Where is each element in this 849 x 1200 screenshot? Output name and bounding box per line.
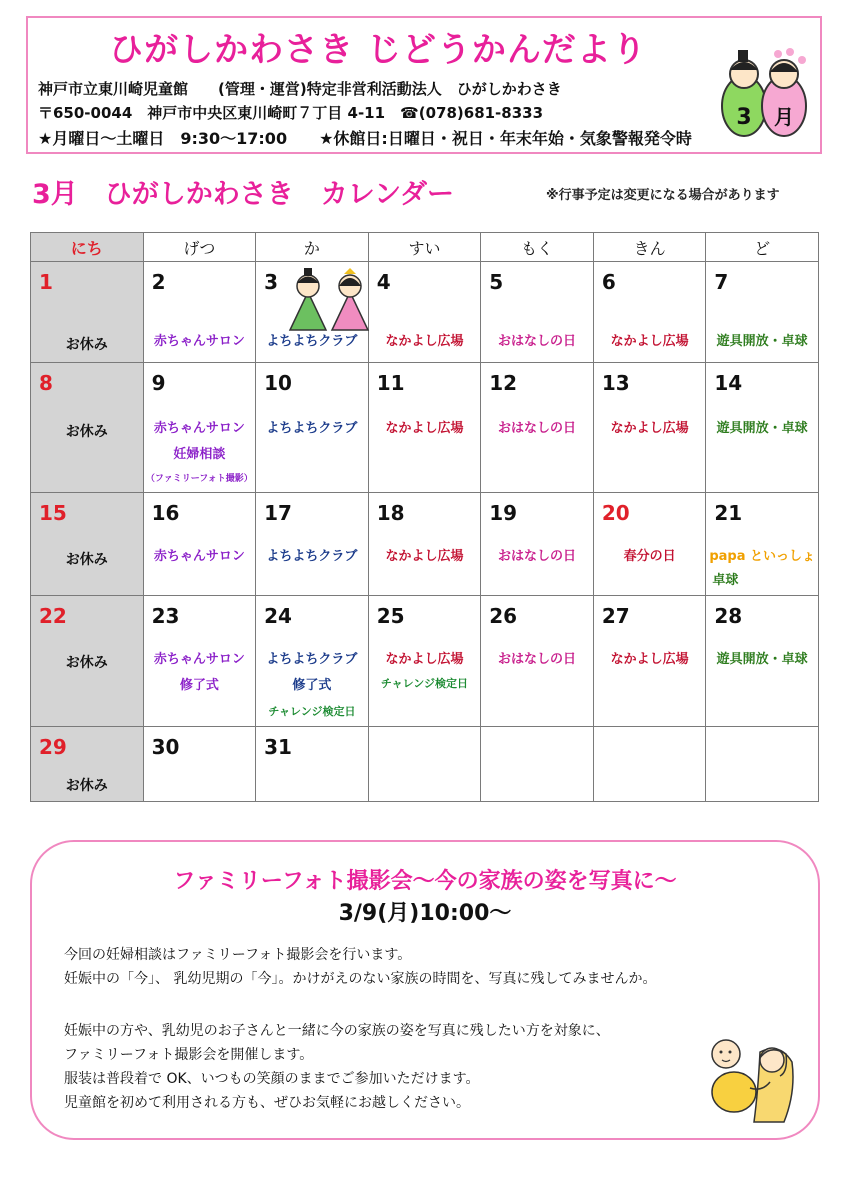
event-ohanashi: おはなしの日 — [498, 549, 577, 564]
newsletter-title: ひがしかわさき じどうかんだより — [109, 30, 647, 70]
day-cell — [706, 596, 819, 727]
weekday-sun: にち — [31, 233, 144, 262]
day-number: 2 — [151, 270, 166, 294]
event-yugu: 遊具開放・卓球 — [716, 334, 808, 349]
day-number: 20 — [601, 501, 630, 525]
info-datetime: 3/9(月)10:00～ — [338, 901, 512, 926]
day-cell — [256, 727, 369, 802]
day-cell-empty — [368, 727, 481, 802]
day-cell — [143, 262, 256, 363]
day-cell — [481, 493, 594, 596]
day-number: 26 — [489, 604, 518, 628]
day-cell — [256, 262, 369, 363]
day-number: 27 — [601, 604, 630, 628]
day-cell — [368, 363, 481, 493]
info-title: ファミリーフォト撮影会～今の家族の姿を写真に～ — [173, 869, 677, 894]
day-cell — [256, 596, 369, 727]
day-cell — [481, 262, 594, 363]
badge-unit: 月 — [774, 105, 794, 129]
event-yochiyochi: よちよちクラブ — [266, 334, 358, 349]
weekday-mon: げつ — [143, 233, 256, 262]
event-family-photo: （ファミリーフォト撮影） — [145, 474, 253, 484]
info-paragraph: 児童館を初めて利用される方も、ぜひお気軽にお越しください。 — [64, 1095, 470, 1111]
day-number: 7 — [714, 270, 729, 294]
day-number: 9 — [151, 371, 166, 395]
address-line: 〒650-0044 神戸市中央区東川崎町７丁目 4-11 ☎(078)681-8333 — [38, 104, 544, 122]
calendar-note: ※行事予定は変更になる場合があります — [546, 188, 780, 203]
closed-label: お休み — [65, 778, 108, 794]
event-baby-salon: 赤ちゃんサロン — [153, 549, 245, 564]
event-yugu: 遊具開放・卓球 — [716, 421, 808, 436]
event-yochiyochi: よちよちクラブ — [266, 652, 358, 667]
day-cell — [368, 262, 481, 363]
weekday-sat: ど — [706, 233, 819, 262]
day-cell — [31, 363, 144, 493]
family-photo-info-box — [30, 840, 820, 1140]
info-paragraph: 今回の妊婦相談はファミリーフォト撮影会を行います。 — [64, 947, 412, 963]
event-nakayoshi: なかよし広場 — [610, 421, 689, 436]
day-cell — [31, 262, 144, 363]
day-cell — [481, 596, 594, 727]
info-paragraph: 妊娠中の方や、乳幼児のお子さんと一緒に今の家族の姿を写真に残したい方を対象に、 — [64, 1023, 610, 1039]
closed-label: お休み — [65, 655, 108, 671]
day-number: 14 — [714, 371, 743, 395]
day-cell — [31, 596, 144, 727]
day-number: 13 — [601, 371, 630, 395]
day-number: 11 — [376, 371, 405, 395]
closed-label: お休み — [65, 337, 108, 353]
day-number: 22 — [39, 604, 67, 628]
event-ninpu: 妊婦相談 — [173, 447, 226, 462]
weekday-tue: か — [256, 233, 369, 262]
day-number: 21 — [714, 501, 743, 525]
event-challenge: チャレンジ検定日 — [268, 705, 356, 718]
closed-label: お休み — [65, 552, 108, 568]
day-cell — [368, 596, 481, 727]
day-cell — [143, 493, 256, 596]
day-cell — [593, 262, 706, 363]
event-baby-salon: 赤ちゃんサロン — [153, 652, 245, 667]
day-cell — [593, 596, 706, 727]
hina-doll-badge-icon — [718, 44, 810, 140]
event-nakayoshi: なかよし広場 — [385, 549, 464, 564]
hina-dolls-icon — [286, 266, 372, 332]
day-number: 18 — [376, 501, 405, 525]
event-baby-salon: 赤ちゃんサロン — [153, 421, 245, 436]
day-cell — [593, 363, 706, 493]
week-row — [31, 727, 819, 802]
day-number: 1 — [39, 270, 53, 294]
day-cell — [368, 493, 481, 596]
week-row — [31, 493, 819, 596]
event-baby-salon: 赤ちゃんサロン — [153, 334, 245, 349]
event-yugu: 遊具開放・卓球 — [716, 652, 808, 667]
day-number: 8 — [39, 371, 53, 395]
event-papa: papa といっしょ — [709, 549, 816, 564]
event-shuryo: 修了式 — [292, 678, 332, 693]
event-takkyu: 卓球 — [712, 573, 739, 588]
day-number: 16 — [151, 501, 180, 525]
day-cell — [143, 363, 256, 493]
day-cell-empty — [593, 727, 706, 802]
day-cell — [143, 596, 256, 727]
day-number: 31 — [264, 735, 292, 759]
event-ohanashi: おはなしの日 — [498, 652, 577, 667]
newsletter-header — [26, 16, 822, 154]
day-cell — [31, 493, 144, 596]
operator-line: 神戸市立東川崎児童館 (管理・運営)特定非営利活動法人 ひがしかわさき — [38, 80, 562, 98]
weekday-thu: もく — [481, 233, 594, 262]
day-number: 17 — [264, 501, 292, 525]
mother-and-baby-icon — [700, 1032, 804, 1124]
weekday-wed: すい — [368, 233, 481, 262]
week-row — [31, 596, 819, 727]
day-cell-empty — [481, 727, 594, 802]
calendar-title: 3月 ひがしかわさき カレンダー — [32, 179, 455, 210]
closed-label: お休み — [65, 424, 108, 440]
day-number: 4 — [376, 270, 391, 294]
event-challenge: チャレンジ検定日 — [380, 677, 469, 690]
day-cell-empty — [706, 727, 819, 802]
info-paragraph: 妊娠中の「今」、 乳幼児期の「今」。かけがえのない家族の時間を、写真に残してみませんか。 — [64, 971, 657, 987]
day-cell — [256, 493, 369, 596]
day-cell — [481, 363, 594, 493]
day-number: 30 — [151, 735, 180, 759]
week-row — [31, 262, 819, 363]
event-nakayoshi: なかよし広場 — [610, 652, 689, 667]
weekday-header-row — [31, 233, 819, 262]
day-number: 10 — [264, 371, 292, 395]
day-cell — [706, 262, 819, 363]
event-ohanashi: おはなしの日 — [498, 334, 577, 349]
day-number: 28 — [714, 604, 743, 628]
weekday-fri: きん — [593, 233, 706, 262]
event-shuryo: 修了式 — [179, 678, 219, 693]
event-yochiyochi: よちよちクラブ — [266, 421, 358, 436]
day-cell — [706, 363, 819, 493]
event-shunbun: 春分の日 — [623, 549, 676, 564]
hours-line: ★月曜日～土曜日 9:30～17:00 ★休館日:日曜日・祝日・年末年始・気象警報発令時 — [38, 129, 692, 148]
day-cell — [706, 493, 819, 596]
day-number: 12 — [489, 371, 518, 395]
event-yochiyochi: よちよちクラブ — [266, 549, 358, 564]
calendar-table — [30, 232, 819, 802]
event-nakayoshi: なかよし広場 — [385, 652, 464, 667]
week-row — [31, 363, 819, 493]
day-cell — [256, 363, 369, 493]
info-paragraph: 服装は普段着で OK、いつもの笑顔のままでご参加いただけます。 — [64, 1071, 480, 1087]
day-cell — [31, 727, 144, 802]
day-number: 3 — [264, 270, 279, 294]
day-number: 29 — [39, 735, 67, 759]
day-cell — [143, 727, 256, 802]
event-nakayoshi: なかよし広場 — [610, 334, 689, 349]
day-cell — [593, 493, 706, 596]
day-number: 24 — [264, 604, 292, 628]
event-ohanashi: おはなしの日 — [498, 421, 577, 436]
day-number: 19 — [489, 501, 518, 525]
day-number: 6 — [601, 270, 616, 294]
info-paragraph: ファミリーフォト撮影会を開催します。 — [64, 1047, 314, 1063]
day-number: 23 — [151, 604, 180, 628]
event-nakayoshi: なかよし広場 — [385, 421, 464, 436]
day-number: 25 — [376, 604, 405, 628]
day-number: 5 — [489, 270, 504, 294]
event-nakayoshi: なかよし広場 — [385, 334, 464, 349]
day-number: 15 — [39, 501, 67, 525]
badge-number: 3 — [736, 105, 752, 130]
